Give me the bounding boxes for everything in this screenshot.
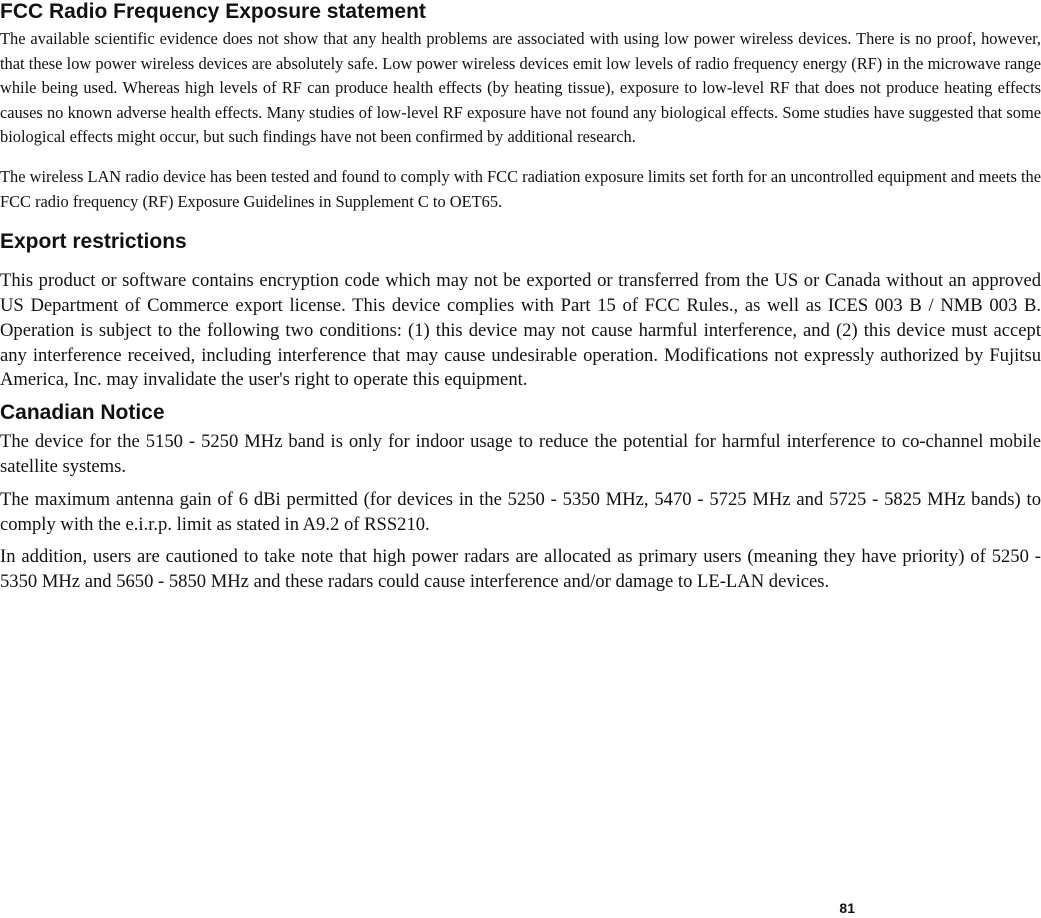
fcc-rf-heading: FCC Radio Frequency Exposure statement [0, 0, 426, 23]
canadian-heading: Canadian Notice [0, 401, 165, 425]
canadian-paragraph-1: The device for the 5150 - 5250 MHz band is only for indoor usage to reduce the potential for harmful interference to co-channel mobile satellite systems. [0, 431, 1041, 477]
fcc-rf-paragraph-1: The available scientific evidence does not show that any health problems are associated with using low power wireless devices. There is no proof, however, that these low power wireless devices are absolutely safe. Low power wireless devices emit low levels of radio frequency energy (RF) in the microwave range while being used. Whereas high levels of RF can produce health effects (by heating tissue), exposure to low-level RF that does not produce heating effects causes no known adverse health effects. Many studies of low-level RF exposure have not found any biological effects. Some studies have suggested that some biological effects might occur, but such findings have not been confirmed by additional research. [0, 29, 1041, 147]
export-heading: Export restrictions [0, 230, 187, 254]
page-number: 81 [839, 900, 855, 916]
fcc-rf-paragraph-2: The wireless LAN radio device has been tested and found to comply with FCC radiation exposure limits set forth for an uncontrolled equipment and meets the FCC radio frequency (RF) Exposure Guidelines in Supplement C to OET65. [0, 166, 1041, 211]
canadian-paragraph-3: In addition, users are cautioned to take note that high power radars are allocated as primary users (meaning they have priority) of 5250 - 5350 MHz and 5650 - 5850 MHz and these radars could cause interference and/or damage to LE-LAN devices. [0, 546, 1041, 593]
export-paragraph: This product or software contains encryption code which may not be exported or transferred from the US or Canada without an approved US Department of Commerce export license. This device complies with Part 15 of FCC Rules., as well as ICES 003 B / NMB 003 B. Operation is subject to the following two conditions: (1) this device may not cause harmful interference, and (2) this device must accept any interference received, including interference that may cause undesirable operation. Modifications not expressly authorized by Fujitsu America, Inc. may invalidate the user's right to operate this equipment. [0, 270, 1041, 391]
canadian-paragraph-2: The maximum antenna gain of 6 dBi permitted (for devices in the 5250 - 5350 MHz, 5470 - 5725 MHz and 5725 - 5825 MHz bands) to comply with the e.i.r.p. limit as stated in A9.2 of RSS210. [0, 488, 1041, 535]
